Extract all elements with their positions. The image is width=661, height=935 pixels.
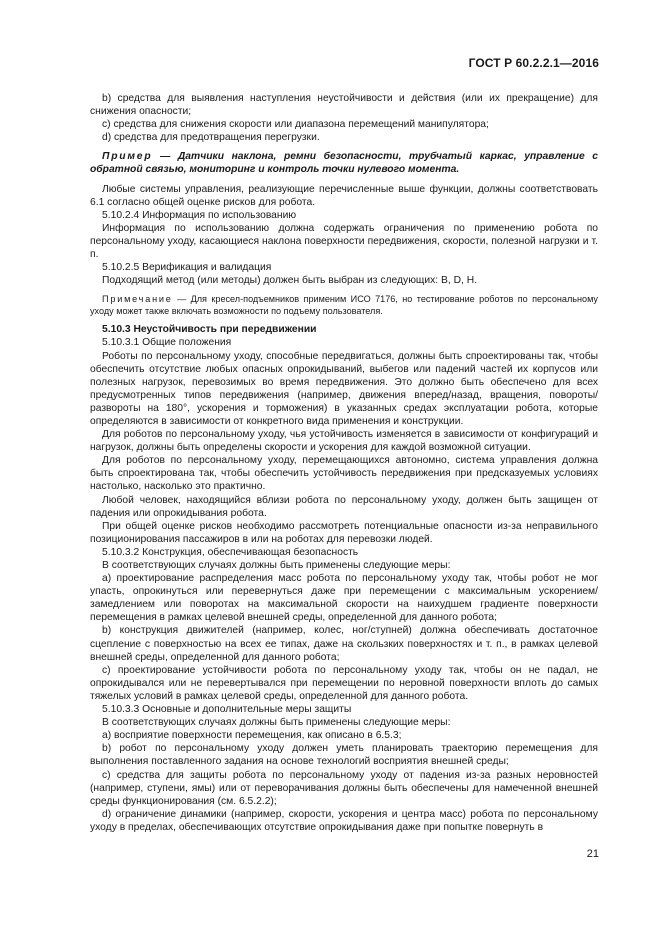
- list-item: d) ограничение динамики (например, скорости, ускорения и центра масс) робота по персональному уходу в пределах, обеспечивающих отсутствие опрокидывания даже при попытке повернуть в: [90, 808, 598, 833]
- example-text: Датчики наклона, ремни безопасности, трубчатый каркас, управление с обратной связью, мониторинг и контроль точки нулевого момента.: [90, 151, 598, 176]
- paragraph: Для роботов по персональному уходу, перемещающихся автономно, система управления должна быть спроектирована так, чтобы обеспечить устойчивость передвижения при предсказуемых условиях настолько, насколько это практично.: [90, 455, 598, 493]
- note-label: Примечание —: [102, 294, 191, 305]
- document-id: ГОСТ Р 60.2.2.1—2016: [468, 56, 599, 70]
- list-item: b) робот по персональному уходу должен уметь планировать траекторию перемещения для выполнения поставленного задания на основе технологий восприятия внешней среды;: [90, 743, 598, 768]
- section-heading: 5.10.3 Неустойчивость при передвижении: [102, 324, 317, 336]
- subsection-title: 5.10.3.1 Общие положения: [102, 337, 232, 349]
- list-item: a) проектирование распределения масс робота по персональному уходу так, чтобы робот не мог упасть, опрокинуться или перевернуться даже при перемещении с максимальным ускорением/замедлением или поворотах на максимальной скорости на наихудшем градиенте поверхности перемещения в рамках целевой внешней среды, определенной для данного робота;: [90, 573, 598, 624]
- paragraph: Любой человек, находящийся вблизи робота по персональному уходу, должен быть защищен от падения или опрокидывания робота.: [90, 494, 598, 519]
- paragraph: При общей оценке рисков необходимо рассмотреть потенциальные опасности из-за неправильного позиционирования пассажиров в или на роботах для перевозки людей.: [90, 520, 598, 545]
- paragraph: Для роботов по персональному уходу, чья устойчивость изменяется в зависимости от конфигураций и нагрузок, должны быть определены скорости и ускорения для каждой возможной ситуации.: [90, 429, 598, 454]
- note-text: Для кресел-подъемников применим ИСО 7176, но тестирование роботов по персональному уходу может также включать возможности по подъему пользователя.: [90, 294, 598, 317]
- list-item: b) конструкция движителей (например, колес, ног/ступней) должна обеспечивать достаточное сцепление с поверхностью на всех ее типах, даже на скользких поверхностях и т. п., в рамках целевой внешней среды, определенной для данного робота;: [90, 625, 598, 663]
- list-item: a) восприятие поверхности перемещения, как описано в 6.5.3;: [102, 730, 402, 742]
- paragraph: Любые системы управления, реализующие перечисленные выше функции, должны соответствовать 6.1 согласно общей оценке рисков для робота.: [90, 183, 598, 208]
- note-block: [90, 293, 598, 317]
- list-item: b) средства для выявления наступления неустойчивости и действия (или их прекращение) для снижения опасности;: [90, 93, 598, 118]
- example-block: [90, 150, 598, 176]
- list-item: c) проектирование устойчивости робота по персональному уходу так, чтобы он не падал, не опрокидывался или не перевертывался при перемещении по неровной поверхности вплоть до самых тяжелых условий в рамках целевой среды, определенной для данного робота.: [90, 664, 598, 702]
- page-number: 21: [586, 848, 599, 860]
- document-body: [90, 92, 598, 834]
- subsection-title: 5.10.2.5 Верификация и валидация: [102, 262, 272, 274]
- paragraph: Роботы по персональному уходу, способные передвигаться, должны быть спроектированы так, чтобы обеспечить отсутствие любых опасных опрокидываний, выбегов или падений частей их корпусов или полезных нагрузок, перевозимых во время передвижения. Это должно быть обеспечено для всех предусмотренных типов передвижения (например, движения вперед/назад, вращения, повороты/развороты на 180°, ускорения и торможения) в указанных средах эксплуатации робота, которые определяются в зависимости от конкретного вида применения и конструкции.: [90, 350, 598, 427]
- paragraph: Информация по использованию должна содержать ограничения по применению робота по персональному уходу, касающиеся наклона поверхности передвижения, скорости, полезной нагрузки и т. п.: [90, 222, 598, 261]
- paragraph: Подходящий метод (или методы) должен быть выбран из следующих: B, D, H.: [102, 275, 478, 287]
- paragraph: В соответствующих случаях должны быть применены следующие меры:: [102, 560, 451, 571]
- list-item: d) средства для предотвращения перегрузки.: [102, 132, 320, 144]
- paragraph: В соответствующих случаях должны быть применены следующие меры:: [102, 717, 451, 729]
- example-label: Пример —: [102, 151, 178, 163]
- list-item: c) средства для снижения скорости или диапазона перемещений манипулятора;: [102, 119, 489, 131]
- subsection-title: 5.10.3.3 Основные и дополнительные меры защиты: [102, 704, 352, 716]
- subsection-title: 5.10.3.2 Конструкция, обеспечивающая безопасность: [102, 546, 359, 558]
- subsection-title: 5.10.2.4 Информация по использованию: [102, 209, 297, 221]
- list-item: c) средства для защиты робота по персональному уходу от падения из-за разных неровностей (например, ступени, ямы) или от переворачивания должны быть обеспечены для намеченной внешней среды функционирования (см. 6.5.2.2);: [90, 769, 598, 807]
